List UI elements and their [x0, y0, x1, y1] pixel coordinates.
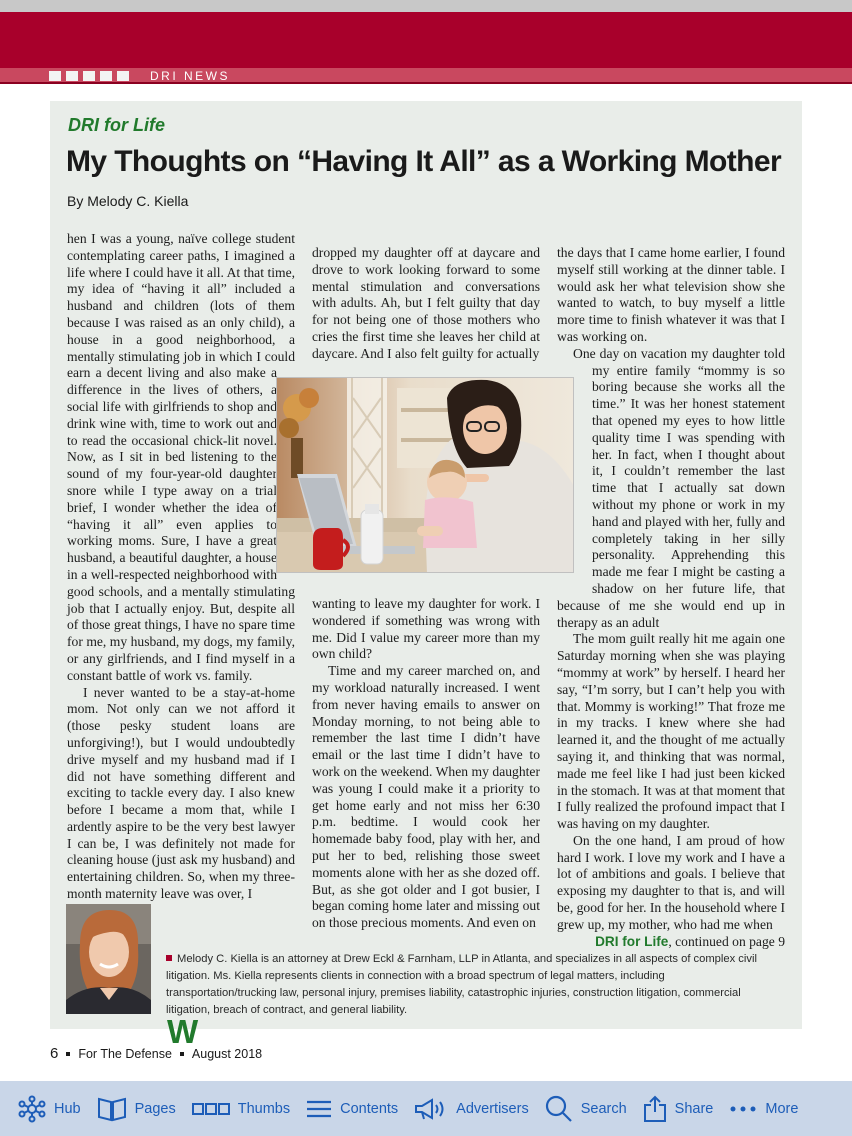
article-paragraph: One day on vacation my daughter told my entire family “mommy is so boring because she works all the time.” It was her honest statement that opened my eyes to how little quality time I was spending with her. In fact, when I thought about it, I couldn’t remember the last time that I actually sat down without my phone or work in my hand and played with her, fully and completely taking in her silly personality. Apprehending this made me fear I might be casting a shadow on her future life, that because of me she would end up in therapy as an adult [557, 345, 785, 630]
bio-bullet-icon [166, 955, 172, 961]
hub-label: Hub [54, 1100, 81, 1117]
footer-dot-icon [180, 1052, 184, 1056]
top-gray-strip [0, 0, 852, 12]
contents-label: Contents [340, 1100, 399, 1117]
advertisers-label: Advertisers [456, 1100, 529, 1117]
section-bar [0, 68, 852, 84]
more-button[interactable] [729, 1101, 798, 1117]
article-column-3 [557, 245, 785, 950]
article-paragraph: Time and my career marched on, and my workload naturally increased. I went from never having emails to answer on Monday morning, to not being able to remember the last time I didn’t have email or the last time I didn’t have to work on the weekend. When my daughter was young I could make it a priority to get home early and not miss her 6:30 p.m. bedtime. I would cook her homemade baby food, play with her, and put her to bed, relishing those sweet moments alone with her as she dozed off. But, as she got older and I got busier, I began coming home later and missing out on those precious moments. And even on [312, 663, 540, 931]
hub-button[interactable] [18, 1095, 81, 1123]
pages-button[interactable] [97, 1096, 176, 1122]
share-label: Share [674, 1100, 714, 1117]
article-column-1 [67, 231, 295, 1050]
drop-cap: W [167, 1013, 199, 1050]
contents-list-icon [306, 1099, 332, 1119]
article-panel [50, 101, 802, 1050]
section-name: DRI NEWS [150, 69, 230, 83]
search-label: Search [580, 1100, 627, 1117]
thumbs-label: Thumbs [237, 1100, 291, 1117]
thumbs-button[interactable] [192, 1101, 290, 1117]
article-paragraph: the days that I came home earlier, I found myself still working at the dinner table. I would ask her what television show she wanted to watch, to buy myself a little more time to finish whatever it was that I was working on. [557, 245, 785, 344]
article-paragraph: On the one hand, I am proud of how hard I work. I love my work and I have a lot of ambitions and goals. I believe that exposing my daughter to that is, and will be, good for her. In the household where I grew up, my mother, who had me when [557, 832, 786, 932]
footer-dot-icon [66, 1052, 70, 1056]
article-byline: By Melody C. Kiella [67, 193, 189, 209]
author-portrait [66, 904, 151, 1014]
article-paragraph: W hen I was a young, naïve college student contemplating career paths, I imagined a life where I could have it all. At that time, my idea of “having it all” included a husband and children (lots of them because I was raised as an only child), a house in a good neighborhood, a mentally stimulating job in which I could earn a decent living and also make a difference in the lives of others, a social life with girlfriends to shop and drink wine with, time to work out and to read the occasional chick-lit novel. Now, as I sit in bed listening to the sound of my four-year-old daughter snore while I type away on a trial brief, I wonder whether the idea of “having it all” even applies to working moms. Sure, I have a great husband, a beautiful daughter, a house in a well-respected neighborhood with good schools, and a mentally stimulating job that I actually enjoy. But, despite all of those great things, I have no spare time for me, my husband, my dogs, my family, or any girlfriends, and I find myself in a constant battle of work vs. family. [67, 231, 295, 1050]
search-icon [545, 1095, 573, 1123]
search-button[interactable] [545, 1095, 627, 1123]
issue-date: August 2018 [191, 1046, 263, 1061]
article-column-2 [312, 245, 540, 363]
page-number: 6 [50, 1045, 59, 1062]
pages-label: Pages [134, 1100, 176, 1117]
hub-icon [18, 1095, 46, 1123]
share-icon [643, 1095, 667, 1123]
article-paragraph: dropped my daughter off at daycare and drove to work looking forward to some mental stimulation and conversations with adults. Ah, but I felt guilty that day for not being one of those mothers who cries the first time she leaves her child at daycare. And I also felt guilty for actually [312, 245, 540, 361]
continued-note: DRI for Life, continued on page 9 [595, 933, 785, 949]
article-kicker: DRI for Life [68, 115, 165, 135]
article-paragraph: The mom guilt really hit me again one Saturday morning when she was playing “mommy at work” by herself. I heard her say, “I’m sorry, but I can’t help you with that. Mommy is working!” That froze me in my tracks. I knew where she had learned it, and the thought of me actually saying it, and thinking that was normal, made me feel like I had just been kicked in the stomach. It was at that moment that I fully realized the profound impact that I was having on my daughter. [557, 631, 785, 832]
continued-label: DRI for Life [595, 933, 669, 949]
pages-book-icon [97, 1096, 127, 1122]
mother-baby-laptop-photo [276, 377, 574, 573]
share-button[interactable] [643, 1095, 714, 1123]
page-footer [50, 1045, 262, 1062]
more-dots-icon [729, 1105, 757, 1113]
article-paragraph: I never wanted to be a stay-at-home mom. Not only can we not afford it (those pesky student loans are unforgiving!), but I would undoubtedly drive myself and my husband mad if I did not have something different and exciting to tackle every day. I also knew before I became a mom that, while I ardently aspire to be the very best lawyer I can be, I was definitely not made for cleaning house (just ask my husband) and entertaining children. So, when my three-month maternity leave was over, I [67, 684, 295, 902]
article-title: My Thoughts on “Having It All” as a Working Mother [66, 145, 782, 178]
article-column-2-continued [312, 596, 540, 932]
publication-name: For The Defense [78, 1046, 172, 1061]
article-paragraph: wanting to leave my daughter for work. I wondered if something was wrong with me. Did I value my career more than my own child? [312, 596, 540, 662]
thumbs-icon [192, 1101, 230, 1117]
contents-button[interactable] [306, 1099, 398, 1119]
reader-toolbar [0, 1081, 852, 1136]
section-squares-decoration [49, 71, 129, 81]
header-banner [0, 12, 852, 68]
more-label: More [765, 1100, 799, 1117]
megaphone-icon [414, 1097, 448, 1121]
advertisers-button[interactable] [414, 1097, 529, 1121]
author-bio: Melody C. Kiella is an attorney at Drew Eckl & Farnham, LLP in Atlanta, and specializes in all aspects of complex civil litigation. Ms. Kiella represents clients in connection with a broad spectrum of legal matters, including transportation/trucking law, personal injury, premises liability, catastrophic injuries, construction litigation, commercial litigation, breach of contract, and general liability. [166, 953, 757, 1016]
